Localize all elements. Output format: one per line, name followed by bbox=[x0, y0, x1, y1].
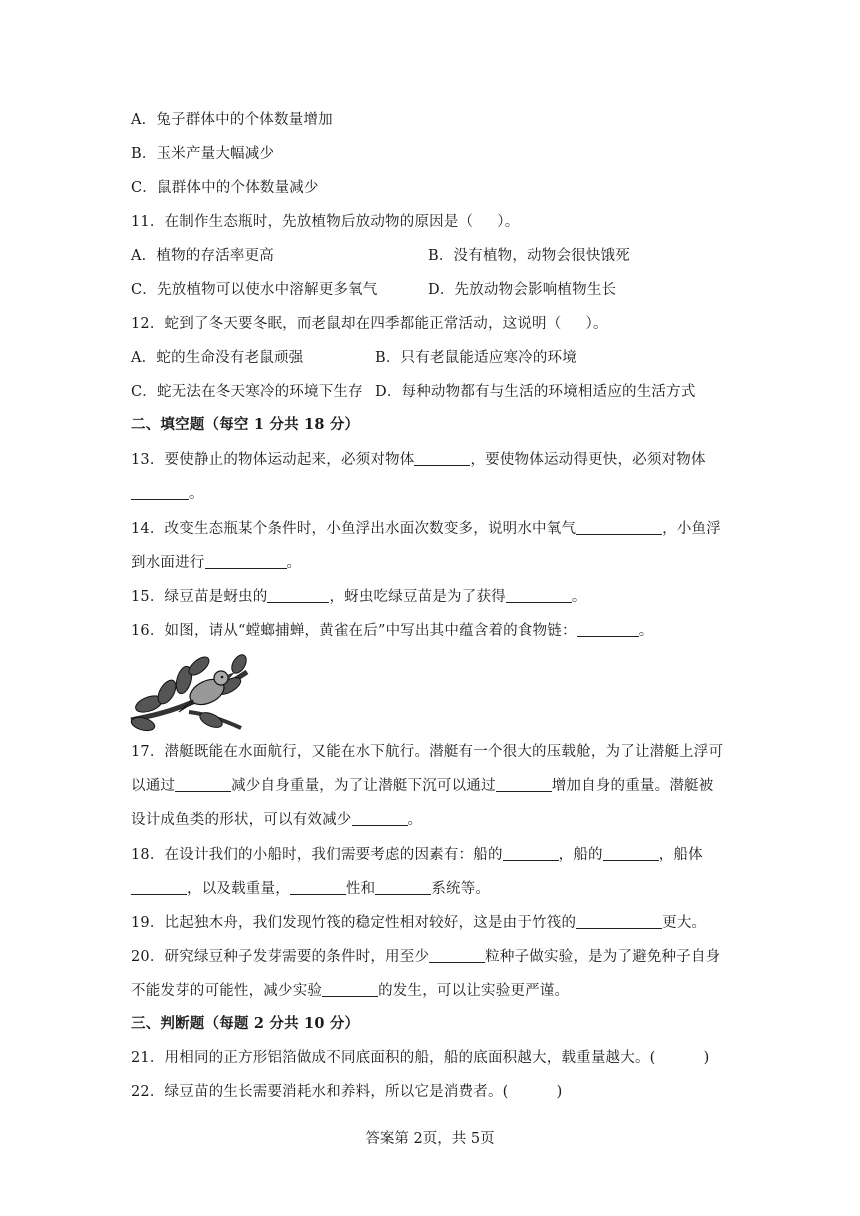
q10-option-a: A．兔子群体中的个体数量增加 bbox=[131, 112, 333, 128]
q14-line1: 14．改变生态瓶某个条件时，小鱼浮出水面次数变多，说明水中氧气 ，小鱼浮 bbox=[131, 521, 721, 537]
answer-blank bbox=[496, 777, 552, 792]
q12-option-d: D．每种动物都有与生活的环境相适应的生活方式 bbox=[375, 384, 696, 400]
q20-line1: 20．研究绿豆种子发芽需要的条件时，用至少 粒种子做实验，是为了避免种子自身 bbox=[131, 949, 721, 965]
q17-line3: 设计成鱼类的形状，可以有效减少 。 bbox=[131, 812, 423, 828]
answer-blank bbox=[503, 846, 559, 861]
q11-option-a: A．植物的存活率更高 bbox=[131, 248, 274, 264]
q11-option-c: C．先放植物可以使水中溶解更多氧气 bbox=[131, 282, 378, 298]
answer-blank bbox=[577, 622, 639, 637]
section-true-false-heading: 三、判断题（每题 2 分共 10 分） bbox=[131, 1015, 360, 1032]
q10-option-c: C．鼠群体中的个体数量减少 bbox=[131, 180, 319, 196]
q18-line1: 18．在设计我们的小船时，我们需要考虑的因素有：船的 ，船的 ，船体 bbox=[131, 847, 703, 863]
q12-options-row1 bbox=[131, 348, 577, 368]
q10-option-b: B．玉米产量大幅减少 bbox=[131, 146, 275, 162]
answer-blank bbox=[429, 948, 485, 963]
q20-line2: 不能发芽的可能性，减少实验 的发生，可以让实验更严谨。 bbox=[131, 983, 570, 999]
q11-stem: 11．在制作生态瓶时，先放植物后放动物的原因是（ ）。 bbox=[131, 214, 520, 230]
answer-blank bbox=[267, 588, 329, 603]
answer-blank bbox=[175, 777, 231, 792]
q17-line2: 以通过 减少自身重量，为了让潜艇下沉可以通过 增加自身的重量。潜艇被 bbox=[131, 778, 714, 794]
answer-blank bbox=[352, 811, 408, 826]
answer-blank bbox=[375, 880, 431, 895]
bird-on-branch-illustration bbox=[129, 652, 249, 732]
answer-blank bbox=[603, 846, 659, 861]
answer-blank bbox=[506, 588, 572, 603]
page-footer: 答案第 2页，共 5页 bbox=[365, 1131, 495, 1147]
q22-line: 22．绿豆苗的生长需要消耗水和养料，所以它是消费者。( ) bbox=[131, 1084, 563, 1100]
q11-option-d: D．先放动物会影响植物生长 bbox=[428, 282, 617, 298]
q16-line: 16．如图，请从“螳螂捕蝉，黄雀在后”中写出其中蕴含着的食物链： 。 bbox=[131, 623, 654, 639]
q12-stem: 12．蛇到了冬天要冬眠，而老鼠却在四季都能正常活动，这说明（ ）。 bbox=[131, 316, 608, 332]
answer-blank bbox=[576, 520, 662, 535]
answer-blank bbox=[414, 451, 470, 466]
q19-line: 19．比起独木舟，我们发现竹筏的稳定性相对较好，这是由于竹筏的 更大。 bbox=[131, 915, 707, 931]
q12-option-c: C．蛇无法在冬天寒冷的环境下生存 bbox=[131, 384, 363, 400]
q12-options-row2 bbox=[131, 382, 696, 402]
answer-blank bbox=[131, 880, 187, 895]
q13-line2: 。 bbox=[131, 484, 204, 504]
q11-options-row2 bbox=[131, 280, 617, 300]
section-fill-in-heading: 二、填空题（每空 1 分共 18 分） bbox=[131, 416, 360, 433]
q15-line: 15．绿豆苗是蚜虫的 ，蚜虫吃绿豆苗是为了获得 。 bbox=[131, 589, 587, 605]
q11-option-b: B．没有植物，动物会很快饿死 bbox=[428, 248, 630, 264]
q14-line2: 到水面进行 。 bbox=[131, 555, 302, 571]
q17-line1: 17．潜艇既能在水面航行，又能在水下航行。潜艇有一个很大的压载舱，为了让潜艇上浮可 bbox=[131, 744, 724, 760]
q11-options-row1 bbox=[131, 246, 630, 266]
q21-line: 21．用相同的正方形铝箔做成不同底面积的船，船的底面积越大，载重量越大。( ) bbox=[131, 1050, 710, 1066]
answer-blank bbox=[576, 914, 662, 929]
q12-option-a: A．蛇的生命没有老鼠顽强 bbox=[131, 350, 304, 366]
answer-blank bbox=[131, 485, 189, 500]
answer-blank bbox=[205, 554, 287, 569]
q13-line1: 13．要使静止的物体运动起来，必须对物体 ，要使物体运动得更快，必须对物体 bbox=[131, 452, 706, 468]
q18-line2: ，以及载重量， 性和 系统等。 bbox=[131, 879, 490, 899]
answer-blank bbox=[322, 982, 378, 997]
q12-option-b: B．只有老鼠能适应寒冷的环境 bbox=[375, 350, 577, 366]
answer-blank bbox=[290, 880, 346, 895]
